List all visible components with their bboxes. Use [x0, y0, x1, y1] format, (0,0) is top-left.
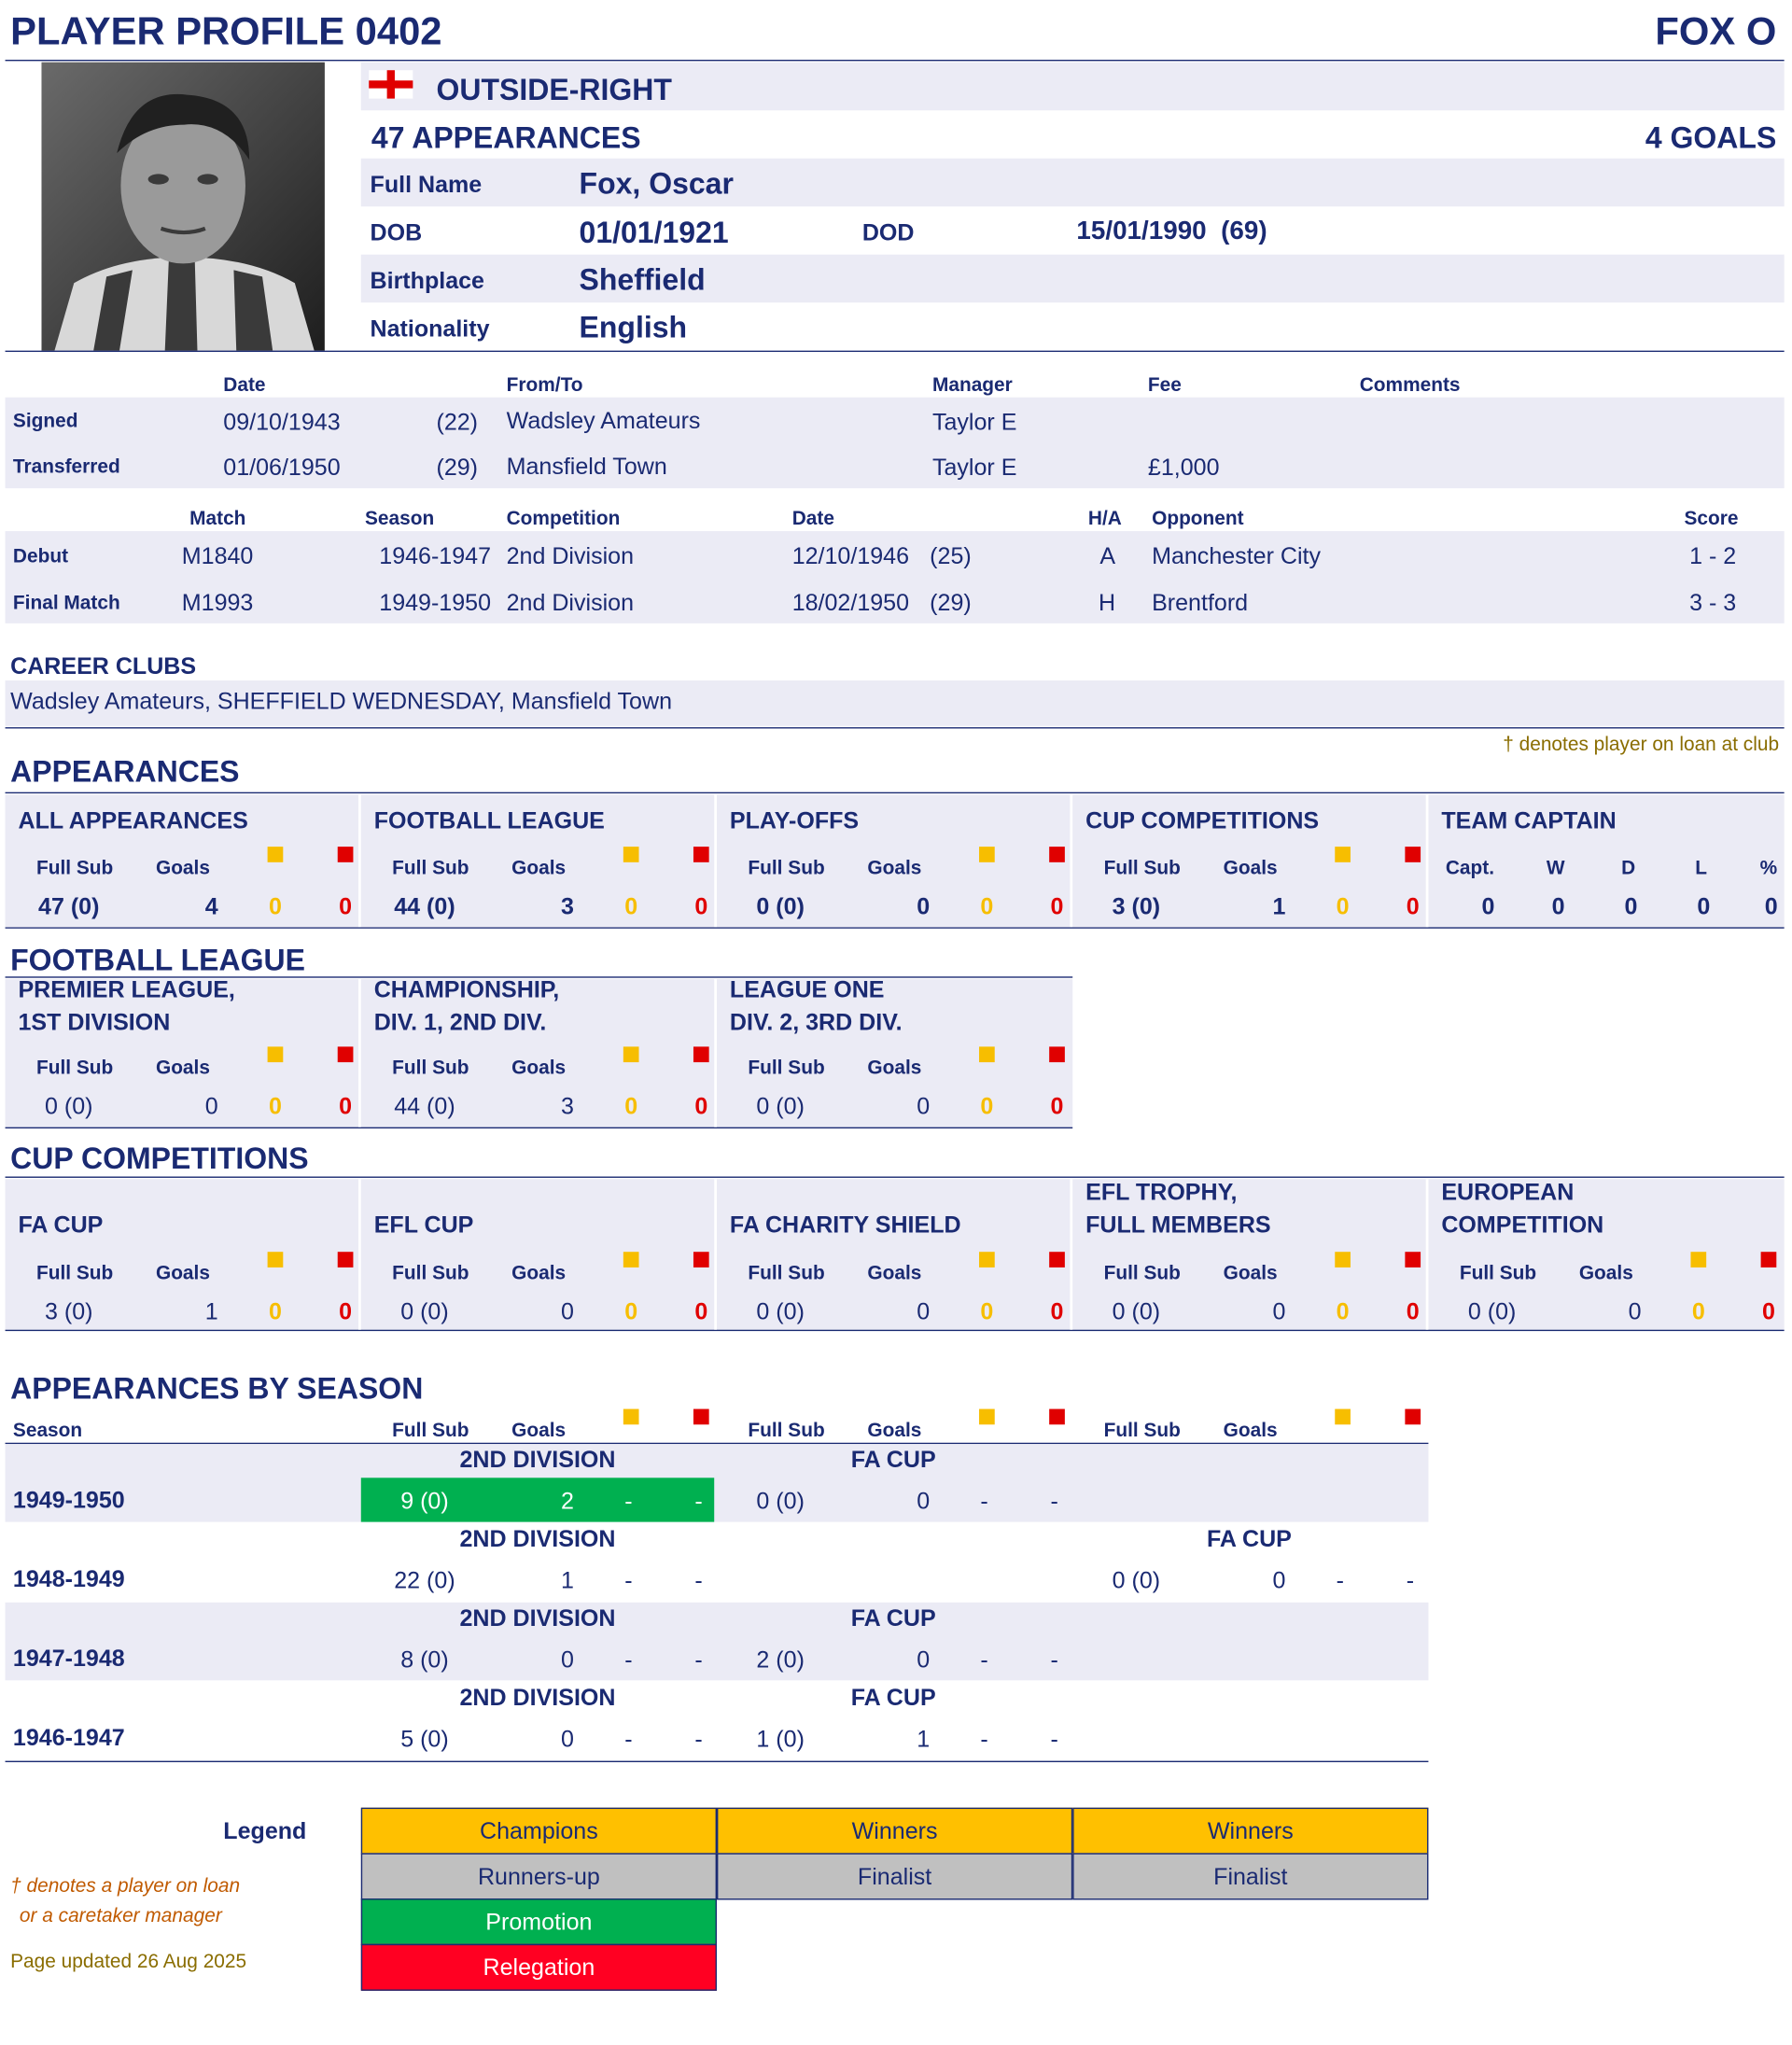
- full-sub-header: Full Sub: [1103, 1419, 1181, 1442]
- transfer-header-from-to: From/To: [506, 373, 583, 397]
- captain-value: 0: [1697, 893, 1711, 920]
- goals-header: Goals: [1223, 1262, 1278, 1284]
- column-gap: [714, 1179, 717, 1329]
- yellow-card-count: 0: [268, 1298, 282, 1325]
- apps-value: 0 (0): [44, 1093, 93, 1120]
- goals-header: Goals: [511, 857, 567, 879]
- red-card-icon: [338, 847, 354, 862]
- red-card-icon: [693, 1409, 709, 1425]
- transfer-row-fee: £1,000: [1147, 454, 1220, 481]
- divider: [6, 792, 1785, 793]
- red-card-icon: [693, 1252, 709, 1268]
- apps-value: 0 (0): [1112, 1298, 1161, 1325]
- season-competition: FA CUP: [850, 1446, 936, 1473]
- yellow-card-count: 0: [1336, 1298, 1350, 1325]
- captain-value: 0: [1481, 893, 1495, 920]
- match-row-competition: 2nd Division: [506, 589, 635, 616]
- apps-value: 3 (0): [1112, 893, 1161, 920]
- season-goals: 0: [1272, 1567, 1286, 1594]
- captain-value: 0: [1551, 893, 1565, 920]
- goals-value: 4: [204, 893, 218, 920]
- cup-block-title: EFL TROPHY,: [1085, 1179, 1238, 1206]
- red-card-icon: [1405, 1252, 1421, 1268]
- match-row-date: 12/10/1946: [791, 542, 910, 569]
- season-column-header: Season: [12, 1419, 83, 1442]
- red-card-count: 0: [339, 893, 353, 920]
- full-name-label: Full Name: [370, 171, 483, 198]
- season-competition: 2ND DIVISION: [459, 1684, 616, 1711]
- match-row-season: 1946-1947: [379, 542, 492, 569]
- transfer-row-label: Transferred: [12, 455, 120, 478]
- red-card-icon: [693, 1046, 709, 1062]
- yellow-card-icon: [268, 1046, 284, 1062]
- player-position: OUTSIDE-RIGHT: [436, 72, 672, 107]
- cup-block-subtitle: FA CUP: [18, 1212, 104, 1238]
- red-card-count: 0: [1406, 1298, 1420, 1325]
- column-gap: [1426, 794, 1429, 927]
- season-competition: 2ND DIVISION: [459, 1525, 616, 1552]
- goals-header: Goals: [867, 857, 922, 879]
- yellow-card-count: 0: [1336, 893, 1350, 920]
- season-yellow: -: [980, 1726, 988, 1752]
- goals-header: Goals: [1223, 857, 1278, 879]
- season-red: -: [694, 1567, 703, 1594]
- column-gap: [1070, 1179, 1072, 1329]
- column-gap: [714, 979, 717, 1128]
- career-clubs-list: Wadsley Amateurs, SHEFFIELD WEDNESDAY, Mansfield Town: [10, 688, 673, 715]
- red-card-icon: [338, 1046, 354, 1062]
- total-goals: 4 GOALS: [1645, 120, 1777, 155]
- red-card-icon: [693, 847, 709, 862]
- goals-header: Goals: [155, 857, 210, 879]
- divider: [6, 1761, 1429, 1762]
- league-block-subtitle: DIV. 2, 3RD DIV.: [729, 1009, 903, 1035]
- red-card-count: 0: [1761, 1298, 1775, 1325]
- transfer-header-date: Date: [223, 373, 266, 397]
- yellow-card-icon: [979, 847, 995, 862]
- legend-note-caretaker: or a caretaker manager: [19, 1905, 222, 1927]
- captain-header: L: [1695, 857, 1707, 879]
- cup-block-title: EUROPEAN: [1441, 1179, 1575, 1206]
- match-row-age: (25): [930, 542, 972, 569]
- red-card-icon: [1049, 847, 1065, 862]
- cup-competitions-heading: CUP COMPETITIONS: [10, 1141, 309, 1176]
- goals-value: 0: [1628, 1298, 1642, 1325]
- match-row-label: Debut: [12, 545, 69, 567]
- match-row-score: 1 - 2: [1689, 542, 1737, 569]
- match-row-id: M1840: [181, 542, 254, 569]
- match-row-age: (29): [930, 589, 972, 616]
- yellow-card-icon: [1335, 1252, 1351, 1268]
- red-card-icon: [1049, 1046, 1065, 1062]
- league-block-title: LEAGUE ONE: [729, 976, 885, 1003]
- yellow-card-count: 0: [624, 1093, 638, 1120]
- goals-header: Goals: [511, 1057, 567, 1080]
- football-league-heading: FOOTBALL LEAGUE: [10, 943, 305, 977]
- transfer-header-comments: Comments: [1359, 373, 1461, 397]
- yellow-card-icon: [268, 1252, 284, 1268]
- transfer-row-club: Mansfield Town: [506, 453, 667, 480]
- season-apps: 9 (0): [400, 1488, 449, 1515]
- match-header-score: Score: [1684, 507, 1739, 530]
- season-red: -: [694, 1646, 703, 1673]
- transfer-row-age: (29): [436, 454, 479, 481]
- apps-value: 3 (0): [44, 1298, 93, 1325]
- yellow-card-count: 0: [624, 893, 638, 920]
- goals-header: Goals: [1223, 1419, 1278, 1442]
- legend-winners: Winners: [1072, 1808, 1428, 1855]
- season-goals: 1: [561, 1567, 574, 1594]
- yellow-card-icon: [623, 847, 639, 862]
- goals-value: 1: [1272, 893, 1286, 920]
- cup-block-subtitle: COMPETITION: [1441, 1212, 1604, 1238]
- red-card-count: 0: [694, 893, 708, 920]
- column-gap: [1426, 1179, 1429, 1329]
- appearances-by-season-heading: APPEARANCES BY SEASON: [10, 1371, 424, 1406]
- dod-label: DOD: [861, 219, 915, 245]
- player-photo: [42, 63, 325, 351]
- career-clubs-heading: CAREER CLUBS: [10, 652, 197, 679]
- season-goals: 1: [917, 1726, 931, 1752]
- captain-header: %: [1759, 857, 1778, 879]
- total-appearances: 47 APPEARANCES: [371, 120, 641, 155]
- player-short-name: FOX O: [1655, 10, 1777, 54]
- legend-finalist: Finalist: [1072, 1853, 1428, 1899]
- red-card-icon: [1049, 1252, 1065, 1268]
- goals-value: 0: [917, 1298, 931, 1325]
- yellow-card-count: 0: [980, 893, 994, 920]
- goals-value: 0: [917, 893, 931, 920]
- cup-block-subtitle: EFL CUP: [373, 1212, 474, 1238]
- match-header-ha: H/A: [1087, 507, 1122, 530]
- transfer-row-date: 01/06/1950: [223, 454, 341, 481]
- legend-champions: Champions: [361, 1808, 717, 1855]
- nationality-label: Nationality: [370, 315, 490, 342]
- apps-value: 47 (0): [38, 893, 100, 920]
- match-header-competition: Competition: [506, 507, 621, 530]
- goals-value: 0: [917, 1093, 931, 1120]
- goals-header: Goals: [155, 1057, 210, 1080]
- full-sub-header: Full Sub: [748, 1057, 825, 1080]
- season-competition: FA CUP: [850, 1684, 936, 1711]
- yellow-card-count: 0: [1691, 1298, 1705, 1325]
- dob-label: DOB: [370, 219, 423, 245]
- red-card-count: 0: [339, 1093, 353, 1120]
- yellow-card-count: 0: [980, 1298, 994, 1325]
- season-goals: 2: [561, 1488, 574, 1515]
- full-sub-header: Full Sub: [392, 1262, 469, 1284]
- yellow-card-icon: [623, 1046, 639, 1062]
- goals-header: Goals: [1578, 1262, 1633, 1284]
- yellow-card-icon: [623, 1409, 639, 1425]
- match-row-label: Final Match: [12, 592, 120, 615]
- season-apps: 8 (0): [400, 1646, 449, 1673]
- season-competition: 2ND DIVISION: [459, 1604, 616, 1632]
- full-sub-header: Full Sub: [1103, 1262, 1181, 1284]
- stat-block-title: FOOTBALL LEAGUE: [373, 807, 605, 834]
- full-sub-header: Full Sub: [35, 1057, 114, 1080]
- season-goals: 0: [561, 1726, 574, 1752]
- apps-value: 0 (0): [756, 1093, 805, 1120]
- full-sub-header: Full Sub: [392, 857, 469, 879]
- full-sub-header: Full Sub: [35, 1262, 114, 1284]
- stat-block-title: ALL APPEARANCES: [18, 807, 248, 834]
- transfer-row-date: 09/10/1943: [223, 409, 341, 436]
- england-flag-icon: [369, 70, 413, 99]
- team-captain-title: TEAM CAPTAIN: [1441, 807, 1617, 834]
- season-competition: FA CUP: [1206, 1525, 1292, 1552]
- dod-value: 15/01/1990 (69): [1076, 217, 1267, 245]
- divider: [6, 1330, 1785, 1331]
- season-yellow: -: [624, 1567, 633, 1594]
- divider: [6, 927, 1785, 928]
- season-goals: 0: [917, 1646, 931, 1673]
- season-label: 1948-1949: [12, 1565, 125, 1592]
- transfer-row-manager: Taylor E: [931, 454, 1017, 481]
- red-card-count: 0: [1050, 1093, 1064, 1120]
- red-card-icon: [1405, 847, 1421, 862]
- goals-header: Goals: [867, 1419, 922, 1442]
- match-header-opponent: Opponent: [1152, 507, 1244, 530]
- season-red: -: [694, 1726, 703, 1752]
- apps-value: 0 (0): [756, 893, 805, 920]
- season-apps: 5 (0): [400, 1726, 449, 1752]
- season-goals: 0: [561, 1646, 574, 1673]
- season-apps: 22 (0): [394, 1567, 455, 1594]
- yellow-card-icon: [1335, 847, 1351, 862]
- match-row-score: 3 - 3: [1689, 589, 1737, 616]
- birthplace-value: Sheffield: [579, 262, 706, 297]
- red-card-count: 0: [1050, 1298, 1064, 1325]
- captain-header: Capt.: [1445, 857, 1495, 879]
- goals-value: 0: [561, 1298, 574, 1325]
- transfer-header-manager: Manager: [931, 373, 1013, 397]
- match-header-date: Date: [791, 507, 834, 530]
- season-apps: 1 (0): [756, 1726, 805, 1752]
- red-card-count: 0: [694, 1093, 708, 1120]
- yellow-card-count: 0: [268, 1093, 282, 1120]
- match-row-competition: 2nd Division: [506, 542, 635, 569]
- league-block-subtitle: DIV. 1, 2ND DIV.: [373, 1009, 547, 1035]
- page-title: PLAYER PROFILE 0402: [10, 10, 442, 54]
- stat-block-title: PLAY-OFFS: [729, 807, 860, 834]
- league-block-title: PREMIER LEAGUE,: [18, 976, 235, 1003]
- season-label: 1947-1948: [12, 1645, 125, 1672]
- goals-header: Goals: [867, 1057, 922, 1080]
- captain-header: W: [1546, 857, 1565, 879]
- league-block-subtitle: 1ST DIVISION: [18, 1009, 171, 1035]
- season-competition: FA CUP: [850, 1604, 936, 1632]
- yellow-card-icon: [979, 1252, 995, 1268]
- match-header-match: Match: [189, 507, 246, 530]
- red-card-icon: [1049, 1409, 1065, 1425]
- goals-value: 3: [561, 893, 574, 920]
- nationality-value: English: [579, 310, 688, 344]
- column-gap: [358, 794, 361, 927]
- season-goals: 0: [917, 1488, 931, 1515]
- red-card-count: 0: [339, 1298, 353, 1325]
- goals-header: Goals: [511, 1262, 567, 1284]
- divider: [6, 1177, 1785, 1178]
- apps-value: 44 (0): [394, 1093, 455, 1120]
- season-apps: 0 (0): [756, 1488, 805, 1515]
- match-row-season: 1949-1950: [379, 589, 492, 616]
- legend-note-loan: † denotes a player on loan: [10, 1875, 241, 1898]
- column-gap: [1070, 794, 1072, 927]
- season-yellow: -: [624, 1646, 633, 1673]
- match-row-date: 18/02/1950: [791, 589, 910, 616]
- season-yellow: -: [980, 1646, 988, 1673]
- yellow-card-icon: [979, 1409, 995, 1425]
- season-yellow: -: [980, 1488, 988, 1515]
- goals-header: Goals: [867, 1262, 922, 1284]
- red-card-icon: [338, 1252, 354, 1268]
- season-red: -: [1050, 1646, 1058, 1673]
- yellow-card-icon: [979, 1046, 995, 1062]
- red-card-icon: [1761, 1252, 1777, 1268]
- apps-value: 0 (0): [756, 1298, 805, 1325]
- season-yellow: -: [624, 1488, 633, 1515]
- yellow-card-count: 0: [980, 1093, 994, 1120]
- full-sub-header: Full Sub: [748, 1262, 825, 1284]
- season-red: -: [1050, 1488, 1058, 1515]
- match-row-opponent: Brentford: [1152, 589, 1249, 616]
- full-sub-header: Full Sub: [1459, 1262, 1537, 1284]
- legend-finalist: Finalist: [717, 1853, 1072, 1899]
- legend-title: Legend: [223, 1817, 307, 1844]
- match-row-ha: H: [1099, 589, 1116, 616]
- transfer-header-fee: Fee: [1147, 373, 1182, 397]
- full-sub-header: Full Sub: [1103, 857, 1181, 879]
- cup-block-subtitle: FA CHARITY SHIELD: [729, 1212, 961, 1238]
- yellow-card-count: 0: [268, 893, 282, 920]
- goals-header: Goals: [511, 1419, 567, 1442]
- match-row-id: M1993: [181, 589, 254, 616]
- full-sub-header: Full Sub: [35, 857, 114, 879]
- match-header-season: Season: [364, 507, 435, 530]
- transfer-row-age: (22): [436, 409, 479, 436]
- apps-value: 0 (0): [400, 1298, 449, 1325]
- season-red: -: [694, 1488, 703, 1515]
- red-card-icon: [1405, 1409, 1421, 1425]
- transfer-row-club: Wadsley Amateurs: [506, 407, 701, 434]
- page-updated: Page updated 26 Aug 2025: [10, 1950, 247, 1973]
- full-sub-header: Full Sub: [392, 1057, 469, 1080]
- transfer-row-label: Signed: [12, 410, 78, 433]
- captain-value: 0: [1624, 893, 1638, 920]
- red-card-count: 0: [694, 1298, 708, 1325]
- season-label: 1949-1950: [12, 1487, 125, 1513]
- dob-value: 01/01/1921: [579, 215, 729, 250]
- captain-header: D: [1621, 857, 1636, 879]
- column-gap: [358, 979, 361, 1128]
- goals-value: 0: [204, 1093, 218, 1120]
- season-apps: 0 (0): [1112, 1567, 1161, 1594]
- goals-value: 1: [204, 1298, 218, 1325]
- birthplace-label: Birthplace: [370, 267, 484, 294]
- season-red: -: [1050, 1726, 1058, 1752]
- stat-block-title: CUP COMPETITIONS: [1085, 807, 1320, 834]
- full-sub-header: Full Sub: [748, 1419, 825, 1442]
- yellow-card-icon: [1690, 1252, 1706, 1268]
- legend-relegation: Relegation: [361, 1944, 717, 1991]
- full-sub-header: Full Sub: [392, 1419, 469, 1442]
- column-gap: [714, 794, 717, 927]
- league-block-title: CHAMPIONSHIP,: [373, 976, 560, 1003]
- legend-winners: Winners: [717, 1808, 1072, 1855]
- appearances-heading: APPEARANCES: [10, 754, 240, 789]
- season-apps: 2 (0): [756, 1646, 805, 1673]
- red-card-count: 0: [1050, 893, 1064, 920]
- legend-promotion: Promotion: [361, 1898, 717, 1945]
- season-yellow: -: [1336, 1567, 1344, 1594]
- cup-block-subtitle: FULL MEMBERS: [1085, 1212, 1271, 1238]
- match-row-opponent: Manchester City: [1152, 542, 1322, 569]
- yellow-card-icon: [623, 1252, 639, 1268]
- season-red: -: [1406, 1567, 1415, 1594]
- full-name-value: Fox, Oscar: [579, 166, 734, 201]
- transfer-row-manager: Taylor E: [931, 409, 1017, 436]
- goals-header: Goals: [155, 1262, 210, 1284]
- loan-note: † denotes player on loan at club: [1503, 734, 1780, 756]
- red-card-count: 0: [1406, 893, 1420, 920]
- yellow-card-count: 0: [624, 1298, 638, 1325]
- full-sub-header: Full Sub: [748, 857, 825, 879]
- season-yellow: -: [624, 1726, 633, 1752]
- captain-value: 0: [1764, 893, 1778, 920]
- season-competition: 2ND DIVISION: [459, 1446, 616, 1473]
- season-label: 1946-1947: [12, 1724, 125, 1751]
- match-row-ha: A: [1099, 542, 1116, 569]
- goals-value: 3: [561, 1093, 574, 1120]
- yellow-card-icon: [268, 847, 284, 862]
- apps-value: 44 (0): [394, 893, 455, 920]
- legend-runners-up: Runners-up: [361, 1853, 717, 1899]
- goals-value: 0: [1272, 1298, 1286, 1325]
- apps-value: 0 (0): [1467, 1298, 1517, 1325]
- column-gap: [358, 1179, 361, 1329]
- yellow-card-icon: [1335, 1409, 1351, 1425]
